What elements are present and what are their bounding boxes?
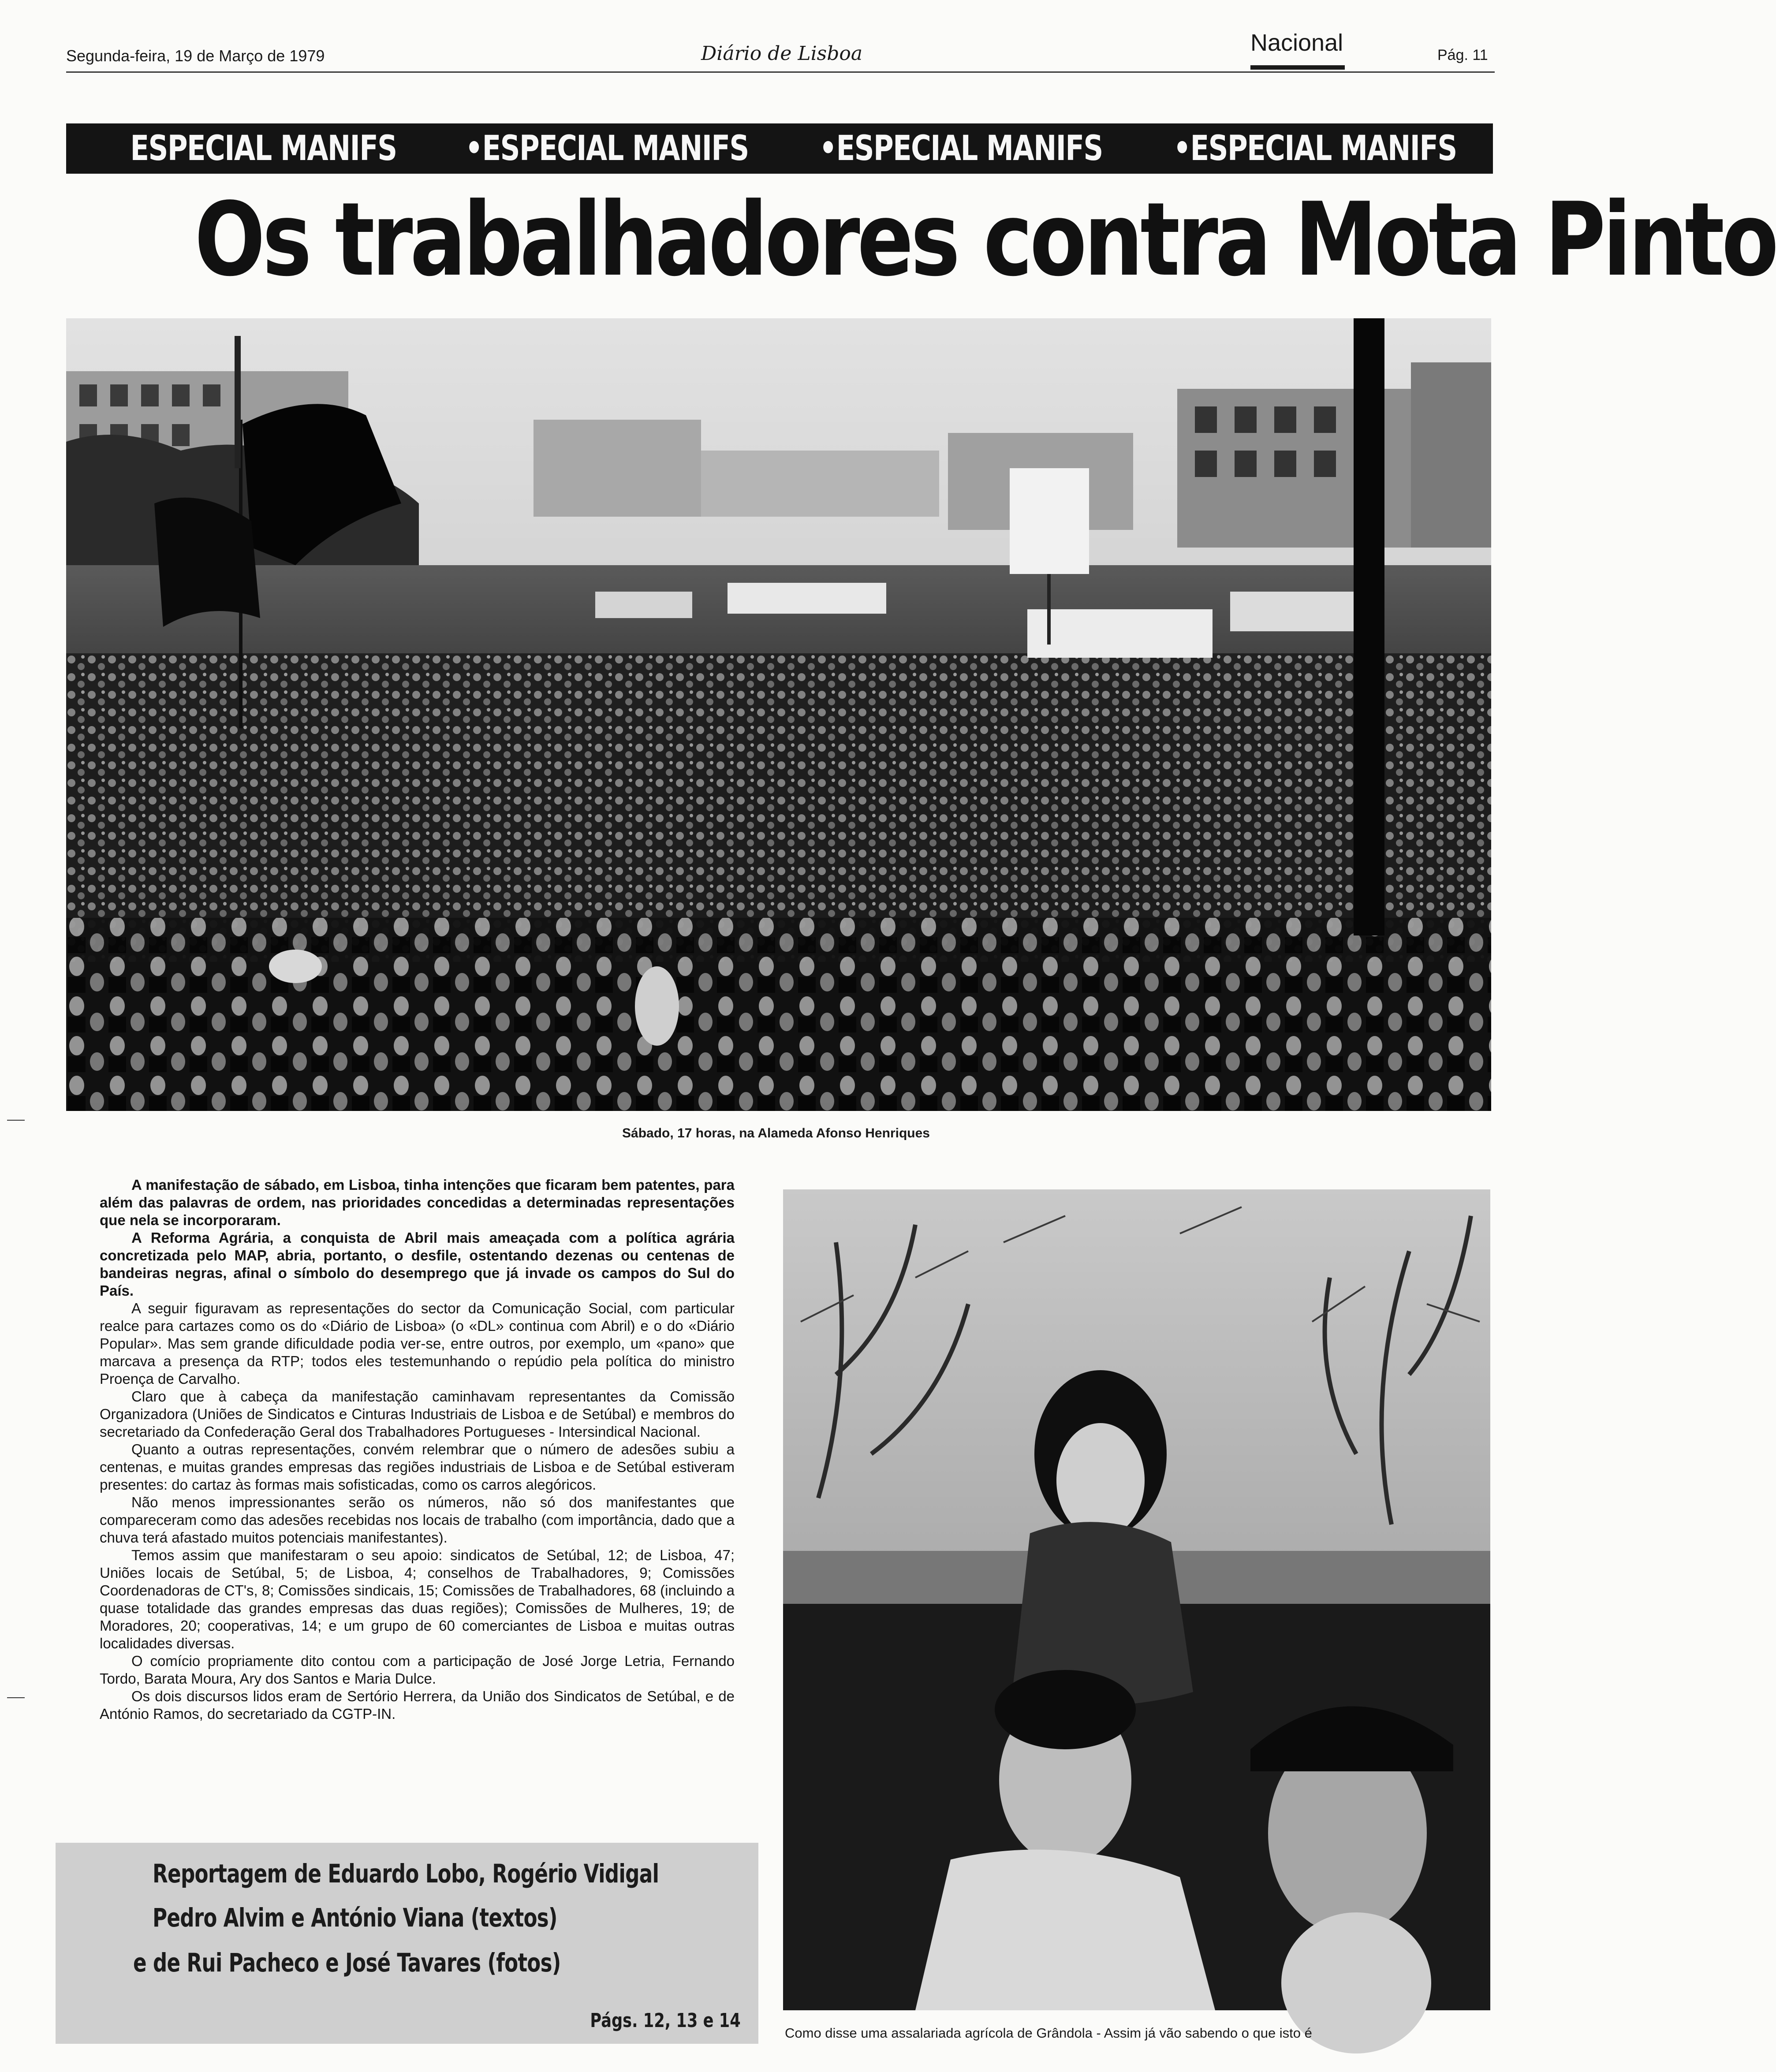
banner-item: •ESPECIAL MANIFS — [819, 129, 1103, 168]
continued-pages: Págs. 12, 13 e 14 — [590, 2009, 741, 2032]
issue-date: Segunda-feira, 19 de Março de 1979 — [66, 47, 325, 65]
crowd-photo — [66, 318, 1491, 1111]
margin-mark — [7, 1697, 25, 1698]
section-underline — [1250, 65, 1345, 70]
credits-line: e de Rui Pacheco e José Tavares (fotos) — [133, 1948, 561, 1978]
article-paragraph: A seguir figuravam as representações do sector da Comunicação Social, com particular realce para cartazes como os do «Diário de Lisboa» (o «DL» continua com Abril) e o do «Diário Popular». Mas sem grande dificuldade podia ver-se, entre outros, por exemplo, um «pano» que marcava a presença da RTP; todos eles testemunhando o repúdio pela política do ministro Proença de Carvalho. — [100, 1300, 735, 1387]
header-rule — [66, 71, 1495, 73]
article-paragraph: A manifestação de sábado, em Lisboa, tinha intenções que ficaram bem patentes, para além das palavras de ordem, nas prioridades concedidas a determinadas representações que nela se incorporaram. — [100, 1177, 735, 1228]
article-paragraph: Claro que à cabeça da manifestação caminhavam representantes da Comissão Organizadora (Uniões de Sindicatos e Cinturas Industriais de Lisboa e de Setúbal) e membros do secretariado da Confederação Geral dos Trabalhadores Portugueses - Intersindical Nacional. — [100, 1388, 735, 1440]
banner-item: •ESPECIAL MANIFS — [465, 129, 749, 168]
credits-box — [56, 1843, 758, 2044]
article-paragraph: A Reforma Agrária, a conquista de Abril mais ameaçada com a política agrária concretizada pelo MAP, abria, portanto, o desfile, ostentando dezenas ou centenas de bandeiras negras, afinal o símbolo do desemprego que já invade os campos do Sul do País. — [100, 1230, 735, 1299]
banner-item: ESPECIAL MANIFS — [130, 129, 397, 168]
main-photo-caption: Sábado, 17 horas, na Alameda Afonso Henriques — [622, 1126, 930, 1140]
article-paragraph: Os dois discursos lidos eram de Sertório Herrera, da União dos Sindicatos de Setúbal, e de António Ramos, do secretariado da CGTP-IN. — [100, 1688, 735, 1722]
article-body — [100, 1176, 735, 1723]
page-number: Pág. 11 — [1437, 47, 1488, 63]
article-paragraph: O comício propriamente dito contou com a participação de José Jorge Letria, Fernando Tordo, Barata Moura, Ary dos Santos e Maria Dulce. — [100, 1653, 735, 1687]
special-banner — [66, 123, 1493, 174]
masthead: Diário de Lisboa — [701, 42, 863, 65]
banner-item: •ESPECIAL MANIFS — [1173, 129, 1457, 168]
article-paragraph: Temos assim que manifestaram o seu apoio: sindicatos de Setúbal, 12; de Lisboa, 47; Uniões locais de Setúbal, 5; de Lisboa, 4; conselhos de Trabalhadores, 9; Comissões Coordenadoras de CT's, 8; Comissões sindicais, 15; Comissões de Trabalhadores, 68 (incluindo a quase totalidade das grandes empresas das duas regiões); Comissões de Mulheres, 19; de Moradores, 20; cooperativas, 14; e um grupo de 60 comerciantes de Lisboa e muitas outras localidades diversas. — [100, 1547, 735, 1651]
article-paragraph: Quanto a outras representações, convém relembrar que o número de adesões subiu a centenas, e muitas grandes empresas das regiões industriais de Lisboa e de Setúbal estiveram presentes: do cartaz às formas mais sofisticadas, como os carros alegóricos. — [100, 1441, 735, 1493]
article-paragraph: Não menos impressionantes serão os números, não só dos manifestantes que compareceram como das adesões recebidas nos locais de trabalho (com importância, dado que a chuva terá afastado muitos potenciais manifestantes). — [100, 1494, 735, 1546]
right-photo-caption: Como disse uma assalariada agrícola de Grândola - Assim já vão sabendo o que isto é — [785, 2025, 1312, 2041]
credits-line: Pedro Alvim e António Viana (textos) — [153, 1903, 557, 1933]
headline: Os trabalhadores contra Mota Pinto — [194, 181, 1776, 299]
margin-mark — [7, 1120, 25, 1121]
credits-line: Reportagem de Eduardo Lobo, Rogério Vidigal — [153, 1859, 659, 1889]
child-photo — [783, 1189, 1490, 2010]
section-label: Nacional — [1250, 30, 1343, 56]
